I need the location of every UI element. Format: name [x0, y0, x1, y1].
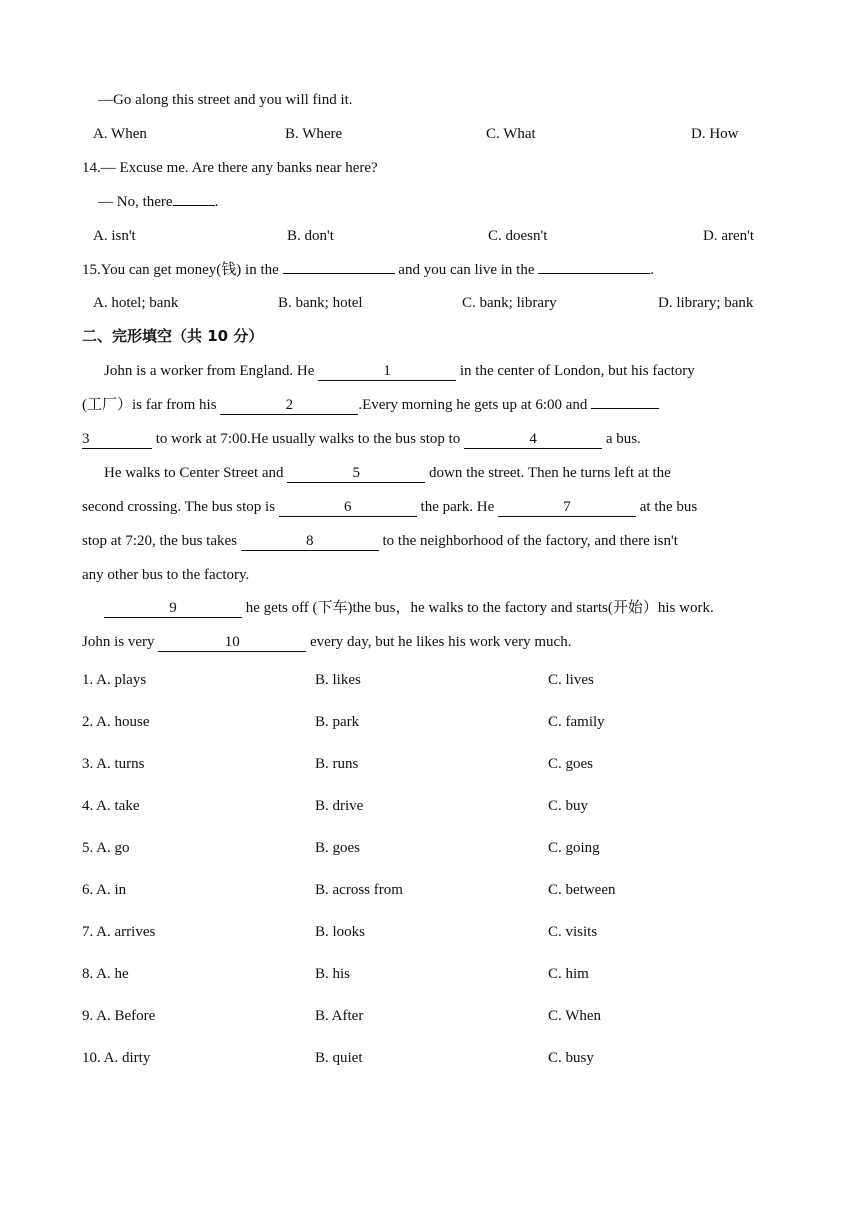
passage-line: [104, 463, 671, 483]
choice-c: C. visits: [548, 924, 598, 940]
choice-b: B. After: [315, 1008, 364, 1024]
q14-question: 14.— Excuse me. Are there any banks near here?: [82, 160, 378, 176]
choice-b: B. runs: [315, 756, 359, 772]
passage-text: to work at 7:00.He usually walks to the bus stop to: [155, 431, 461, 447]
passage-text: in the center of London, but his factory: [459, 363, 695, 379]
choice-c: C. buy: [548, 798, 589, 814]
cloze-blank-6: 6: [279, 499, 417, 517]
q15-part3: .: [650, 262, 654, 278]
passage-text: (工厂）is far from his: [82, 397, 217, 413]
cloze-blank-3-start: [591, 408, 659, 409]
choice-row: [82, 964, 782, 984]
passage-text: every day, but he likes his work very much.: [310, 634, 572, 650]
q13-option-b: B. Where: [285, 126, 343, 142]
cloze-blank-7: 7: [498, 499, 636, 517]
cloze-blank-5: 5: [287, 465, 425, 483]
passage-text: .Every morning he gets up at 6:00 and: [358, 397, 588, 413]
choice-a: 3. A. turns: [82, 756, 145, 772]
q15-part2: and you can live in the: [398, 262, 535, 278]
choice-c: C. lives: [548, 672, 594, 688]
q14-answer-prefix: — No, there: [98, 194, 173, 210]
q14-option-b: B. don't: [287, 228, 334, 244]
q15-question: [82, 260, 654, 280]
choice-a: 1. A. plays: [82, 672, 147, 688]
q14-option-c: C. doesn't: [488, 228, 548, 244]
passage-line: [82, 497, 697, 517]
choice-row: [82, 796, 782, 816]
choice-b: B. across from: [315, 882, 403, 898]
passage-text: he gets off (下车)the bus，he walks to the factory and starts(开始）his work.: [245, 600, 714, 616]
choice-a: 2. A. house: [82, 714, 150, 730]
choice-row: [82, 922, 782, 942]
choice-a: 9. A. Before: [82, 1008, 156, 1024]
choice-c: C. family: [548, 714, 605, 730]
choice-a: 4. A. take: [82, 798, 140, 814]
passage-text: at the bus: [639, 499, 698, 515]
passage-line: [104, 598, 714, 618]
choice-c: C. busy: [548, 1050, 594, 1066]
choice-row: [82, 1006, 782, 1026]
choice-a: 6. A. in: [82, 882, 127, 898]
q13-answer-line: —Go along this street and you will find it.: [98, 92, 353, 108]
cloze-blank-3: 3: [82, 431, 152, 449]
q15-option-a: A. hotel; bank: [93, 295, 179, 311]
choice-a: 5. A. go: [82, 840, 130, 856]
cloze-blank-10: 10: [158, 634, 306, 652]
q14-option-d: D. aren't: [703, 228, 755, 244]
passage-line: [82, 395, 659, 415]
cloze-blank-4: 4: [464, 431, 602, 449]
choice-b: B. looks: [315, 924, 366, 940]
passage-text: John is a worker from England. He: [104, 363, 315, 379]
choice-b: B. his: [315, 966, 351, 982]
passage-line: [82, 429, 641, 449]
cloze-blank-1: 1: [318, 363, 456, 381]
q15-part1: 15.You can get money(钱) in the: [82, 262, 279, 278]
choice-row: [82, 754, 782, 774]
q14-answer-line: [98, 192, 218, 212]
choice-c: C. him: [548, 966, 589, 982]
choice-row: [82, 712, 782, 732]
choice-c: C. between: [548, 882, 616, 898]
choice-a: 10. A. dirty: [82, 1050, 151, 1066]
passage-text: the park. He: [420, 499, 495, 515]
choice-a: 7. A. arrives: [82, 924, 156, 940]
q15-option-c: C. bank; library: [462, 295, 557, 311]
q14-blank: [173, 205, 215, 206]
choice-b: B. drive: [315, 798, 364, 814]
passage-line: any other bus to the factory.: [82, 567, 250, 583]
cloze-blank-9: 9: [104, 600, 242, 618]
cloze-blank-8: 8: [241, 533, 379, 551]
q13-option-c: C. What: [486, 126, 536, 142]
choice-b: B. goes: [315, 840, 360, 856]
q14-answer-suffix: .: [214, 194, 219, 210]
choice-c: C. going: [548, 840, 600, 856]
passage-text: down the street. Then he turns left at the: [429, 465, 671, 481]
q13-option-d: D. How: [691, 126, 739, 142]
passage-line: [82, 531, 678, 551]
choice-b: B. park: [315, 714, 360, 730]
passage-text: second crossing. The bus stop is: [82, 499, 276, 515]
passage-text: to the neighborhood of the factory, and there isn't: [382, 533, 678, 549]
choice-row: [82, 1048, 782, 1068]
passage-line: [104, 361, 695, 381]
q15-blank-1: [283, 273, 395, 274]
choice-row: [82, 838, 782, 858]
q15-option-b: B. bank; hotel: [278, 295, 363, 311]
cloze-blank-2: 2: [220, 397, 358, 415]
passage-text: stop at 7:20, the bus takes: [82, 533, 237, 549]
passage-text: He walks to Center Street and: [104, 465, 284, 481]
choice-c: C. goes: [548, 756, 593, 772]
choice-b: B. quiet: [315, 1050, 363, 1066]
q15-blank-2: [538, 273, 650, 274]
section-heading: 二、完形填空（共 10 分）: [82, 327, 264, 345]
choice-a: 8. A. he: [82, 966, 129, 982]
choice-c: C. When: [548, 1008, 602, 1024]
q15-option-d: D. library; bank: [658, 295, 754, 311]
choice-row: [82, 670, 782, 690]
passage-text: John is very: [82, 634, 155, 650]
passage-text: a bus.: [605, 431, 641, 447]
passage-line: [82, 632, 571, 652]
q14-option-a: A. isn't: [93, 228, 136, 244]
choice-b: B. likes: [315, 672, 361, 688]
q13-option-a: A. When: [93, 126, 147, 142]
choice-row: [82, 880, 782, 900]
